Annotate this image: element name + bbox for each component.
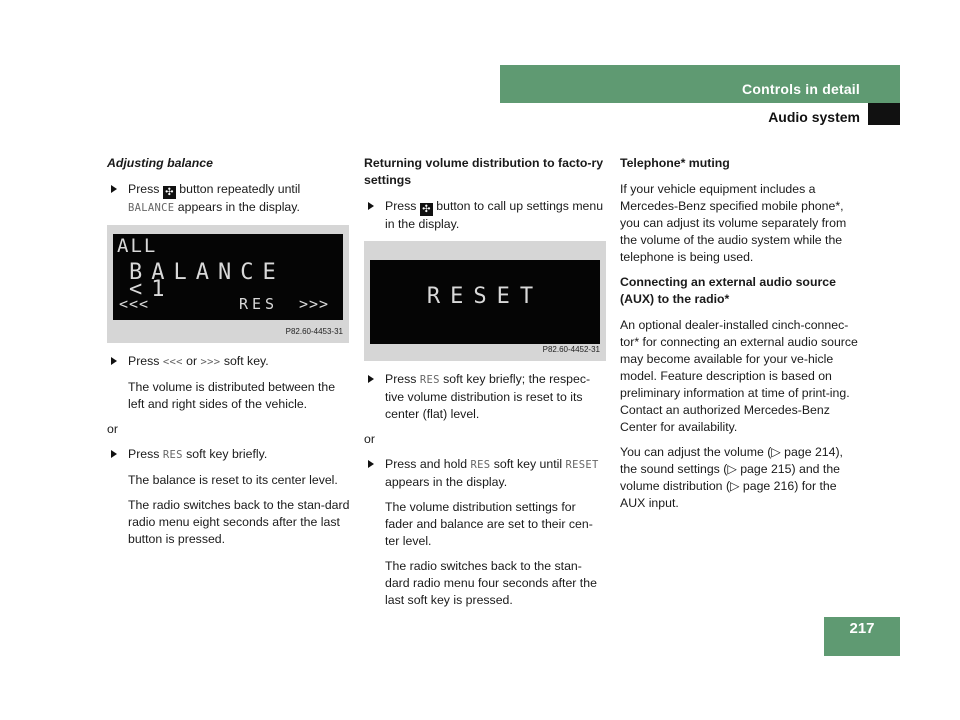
display-line-2: BALANCE <1 bbox=[129, 260, 285, 302]
header-subsection-title: Audio system bbox=[768, 109, 860, 125]
display-line-1: ALL bbox=[117, 235, 158, 257]
instruction-step: Press and hold RES soft key until RESET appears in the display. bbox=[364, 456, 606, 491]
reset-display-figure bbox=[364, 241, 606, 361]
triangle-bullet-icon bbox=[111, 450, 117, 458]
display-reset-text: RESET bbox=[426, 284, 544, 309]
display-text: <<< bbox=[162, 356, 183, 368]
figure-caption: P82.60-4452-31 bbox=[542, 345, 600, 354]
triangle-bullet-icon bbox=[368, 460, 374, 468]
instruction-step: Press RES soft key briefly. bbox=[107, 446, 352, 464]
or-separator: or bbox=[107, 422, 118, 436]
instruction-step: Press RES soft key briefly; the respec-tive volume distribution is reset to its center (flat) level. bbox=[364, 371, 606, 423]
display-text: RES bbox=[470, 459, 491, 471]
instruction-step: Press ✣ button to call up settings menu in the display. bbox=[364, 198, 606, 233]
settings-button-icon: ✣ bbox=[420, 203, 433, 216]
settings-button-icon: ✣ bbox=[163, 186, 176, 199]
instruction-step: Press <<< or >>> soft key. bbox=[107, 353, 352, 371]
column-left bbox=[107, 155, 352, 556]
instruction-result: The radio switches back to the stan-dard radio menu four seconds after the last soft key is pressed. bbox=[385, 559, 597, 607]
radio-display-screen bbox=[113, 234, 343, 320]
header-section-bar bbox=[500, 65, 900, 103]
softkey-right: >>> bbox=[299, 295, 330, 313]
softkey-left: <<< bbox=[119, 295, 150, 313]
instruction-result: The volume distribution settings for fader and balance are set to their cen-ter level. bbox=[385, 500, 593, 548]
heading-aux: Connecting an external audio source (AUX) to the radio* bbox=[620, 275, 836, 306]
heading-adjusting-balance: Adjusting balance bbox=[107, 156, 213, 170]
triangle-bullet-icon bbox=[368, 202, 374, 210]
display-text: RES bbox=[162, 449, 183, 461]
column-right bbox=[620, 155, 860, 520]
instruction-result: The balance is reset to its center level. bbox=[128, 473, 338, 487]
page-number-box bbox=[824, 617, 900, 656]
paragraph-telephone: If your vehicle equipment includes a Mercedes-Benz specified mobile phone*, you can adjust its volume separately from the volume of the audio system while the telephone is being used. bbox=[620, 182, 847, 264]
header-tab-marker bbox=[868, 103, 900, 125]
column-middle bbox=[364, 155, 606, 617]
heading-factory-settings: Returning volume distribution to facto-ry settings bbox=[364, 156, 604, 187]
figure-caption: P82.60-4453-31 bbox=[285, 327, 343, 336]
softkey-res: RES bbox=[239, 295, 279, 313]
instruction-step: Press ✣ button repeatedly until BALANCE appears in the display. bbox=[107, 181, 352, 217]
heading-telephone-muting: Telephone* muting bbox=[620, 156, 730, 170]
instruction-result: The radio switches back to the stan-dard radio menu eight seconds after the last button is pressed. bbox=[128, 498, 350, 546]
header-section-title: Controls in detail bbox=[742, 81, 860, 97]
display-text: RESET bbox=[565, 459, 599, 471]
triangle-bullet-icon bbox=[368, 375, 374, 383]
display-text: >>> bbox=[200, 356, 221, 368]
or-separator: or bbox=[364, 432, 375, 446]
triangle-bullet-icon bbox=[111, 185, 117, 193]
paragraph-aux: An optional dealer-installed cinch-connec-tor* for connecting an external audio source may become available for your ve-hicle model. Feature description is based on preliminary information at time of print-ing. Contact an authorized Mercedes-Benz Center for availability. bbox=[620, 318, 858, 434]
radio-display-screen bbox=[370, 260, 600, 344]
paragraph-aux-settings: You can adjust the volume (▷ page 214), the sound settings (▷ page 215) and the volume distribution (▷ page 216) for the AUX input. bbox=[620, 445, 843, 510]
triangle-bullet-icon bbox=[111, 357, 117, 365]
page-number: 217 bbox=[849, 620, 875, 637]
display-text: RES bbox=[419, 374, 440, 386]
display-text: BALANCE bbox=[128, 202, 175, 214]
balance-display-figure bbox=[107, 225, 349, 343]
instruction-result: The volume is distributed between the left and right sides of the vehicle. bbox=[128, 380, 336, 411]
